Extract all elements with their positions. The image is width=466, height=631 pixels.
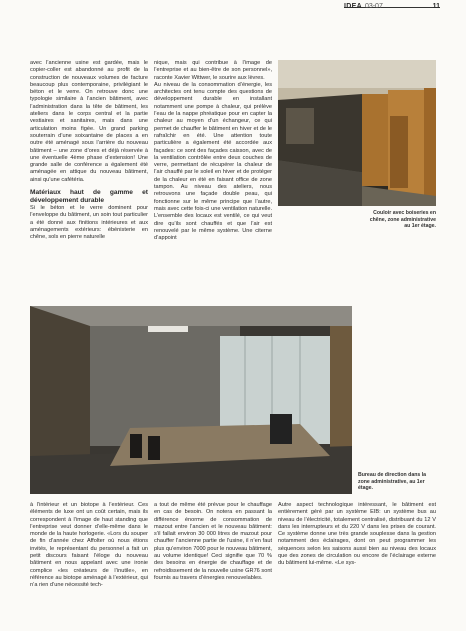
paragraph: avec l’ancienne usine est gardée, mais le copier-coller est abandonné au profit de la construction de nouveaux volumes de facture beaucoup plus contemporaine, privilégiant le béton et le verre. On retrouve donc une typologie similaire à l’ancien bâtiment, avec l’administration dans la tête de bâtiment, les ateliers dans le corps central et la partie vestiaires et sanitaires, mais dans une articulation moins figée. Un grand parking souterrain d’une soixantaine de places a en outre été aménagé sous l’arrière du nouveau bâtiment – une zone d’ores et déjà réservée à une éventuelle 4ème phase d’extension! Une grande salle de conférence a également été aménagée en attique du nouveau bâtiment, ainsi qu’une cafétéria.	[30, 60, 148, 183]
page-number: 11	[432, 3, 440, 10]
bottom-photo-caption: Bureau de direction dans la zone administrative, au 1er étage.	[358, 472, 427, 492]
magazine-name: IDEA	[344, 3, 362, 10]
column-1-top	[30, 60, 148, 303]
section-heading: Matériaux haut de gamme et développement durable	[30, 189, 148, 205]
page-header	[344, 0, 440, 14]
column-3-bottom	[278, 502, 436, 620]
top-photo-caption: Couloir avec boiseries en chêne, zone administrative au 1er étage.	[369, 210, 436, 230]
paragraph: Au niveau de la consommation d’énergie, les architectes ont tenu compte des questions de développement durable en installant notamment une pompe à chaleur, qui prélève l’eau de la nappe phréatique pour en capter la chaleur au moyen d’un échangeur, ce qui permet de chauffer le bâtiment en hiver et de le rafraîchir en été. Une attention toute particulière a également été accordée aux façades: ce sont des façades caisson, avec de la ventilation contrôlée entre deux couches de verre, permettant de récupérer la chaleur de l’air chauffé par le soleil en hiver et de protéger de la chaleur en été en faisant office de zone tampon. Au niveau des ateliers, nous retrouvons une façade double peau, qui fonctionne sur le même principe que l’autre, mais avec cette fois-ci une ventilation naturelle. L’ensemble des locaux est ventilé, ce qui veut dire qu’ils sont chauffés et que l’air est renouvelé par le même système. Une citerne d’appoint	[154, 81, 272, 242]
column-2-bottom	[154, 502, 272, 620]
issue-number: 03-07	[364, 3, 383, 10]
paragraph: Si le béton et le verre dominent pour l’enveloppe du bâtiment, un soin tout particulier a été donné aux finitions intérieures et aux aménagements extérieurs: ébénisterie en chêne, sols en pierre naturelle	[30, 205, 148, 241]
column-2-top	[154, 60, 272, 303]
paragraph: nique, mais qui contribue à l’image de l’entreprise et au bien-être de son personnel», raconte Xavier Wittwer, le sourire aux lèvres.	[154, 60, 272, 81]
office-photo	[30, 306, 352, 494]
corridor-photo	[278, 60, 436, 206]
paragraph: Autre aspect technologique intéressant, le bâtiment est entièrement géré par un système EIB: un système bus au niveau de l’électricité, totalement centralisé, distribuant du 12 V dans les interrupteurs et du 220 V dans les prises de courant. Ce système donne une très grande souplesse dans la gestion notamment des éclairages, dont on peut programmer les séquences selon les saisons aussi bien au niveau des locaux que des zones de circulation ou encore de l’éclairage externe du bâtiment lui-même. «Le sys-	[278, 502, 436, 567]
column-1-bottom	[30, 502, 148, 620]
paragraph: a tout de même été prévue pour le chauffage en cas de besoin. On notera en passant la différence énorme de consommation de mazout entre l’ancien et le nouveau bâtiment: s’il fallait environ 30 000 litres de mazout pour chauffer l’ancienne partie de l’usine, il n’en faut plus qu’environ 7000 pour le nouveau bâtiment, au volume identique! Ceci signifie que 70 % des besoins en énergie de chauffage et de refroidissement de la nouvelle usine GR76 sont fournis au travers d’énergies renouvelables.	[154, 502, 272, 581]
paragraph: à l’intérieur et un biotope à l’extérieur. Ces éléments de luxe ont un coût certain, mais ils correspondent à l’image de haut standing que l’entreprise veut donner d’elle-même dans le monde de la haute horlogerie. «Lors du souper de fin d’année chez Affolter où nous étions invités, le représentant du personnel a fait un petit discours faisant l’éloge du nouveau bâtiment en nous appelant avec une ironie complice «les créateurs de l’inutile», en référence au biotope aménagé à l’extérieur, qui n’a rien d’une nécessité tech-	[30, 502, 148, 589]
